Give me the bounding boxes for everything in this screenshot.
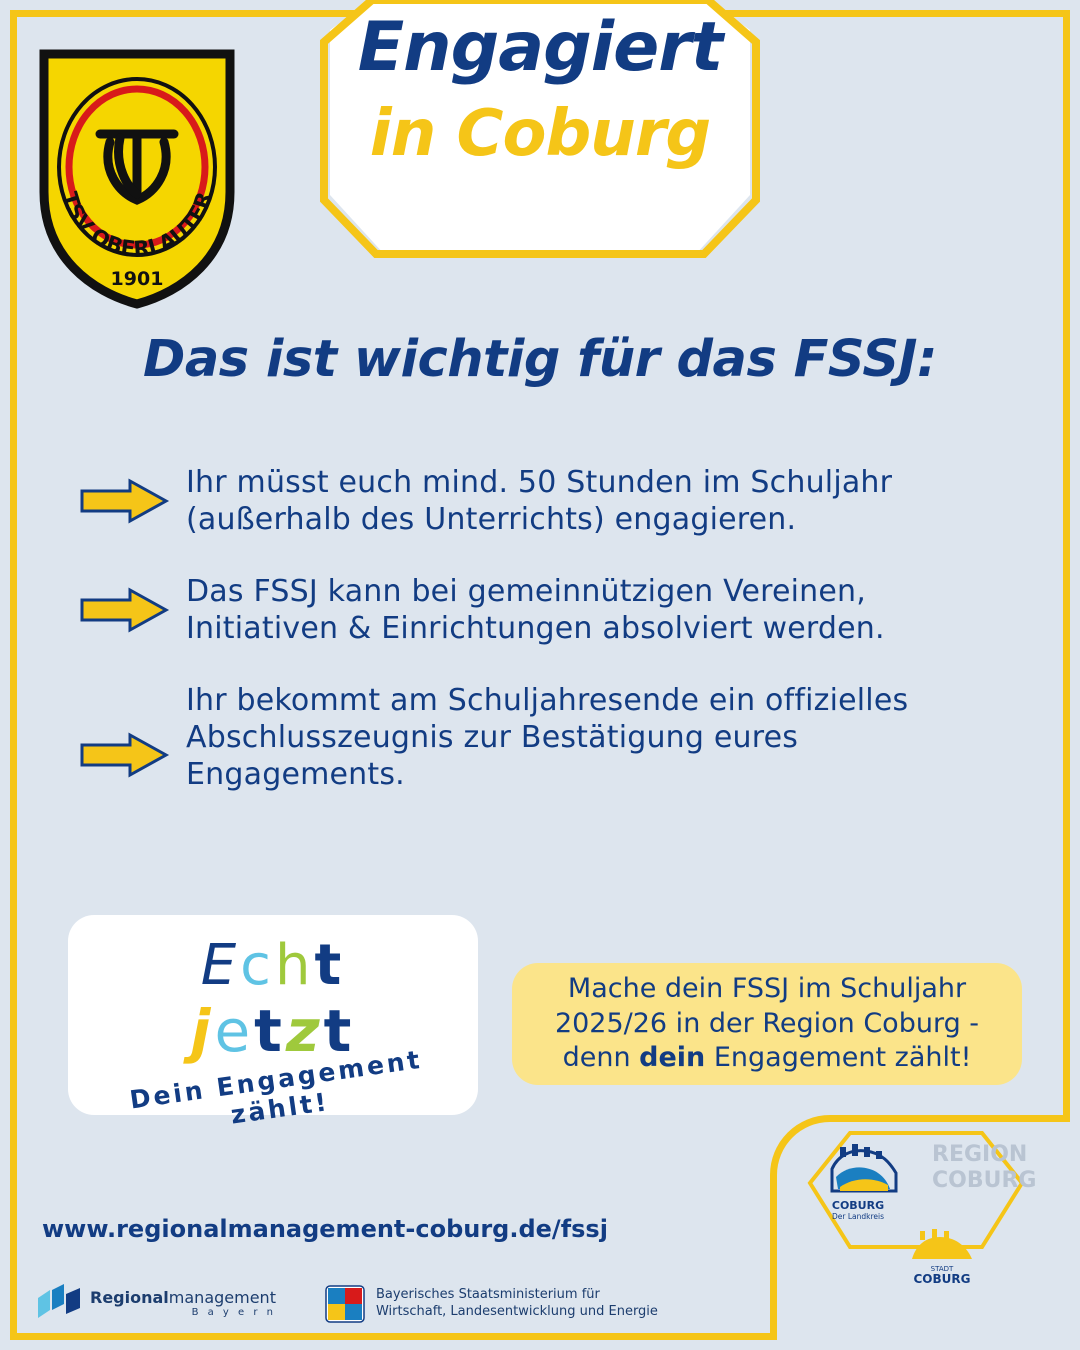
rmb-mark-icon [36, 1284, 82, 1324]
page-title: Das ist wichtig für das FSSJ: [143, 330, 937, 389]
list-item [78, 683, 1008, 793]
region-coburg-logo [792, 1125, 1042, 1310]
regionalmanagement-bayern-logo [36, 1284, 276, 1324]
rmb-wordmark [90, 1289, 276, 1319]
svg-text:COBURG: COBURG [932, 1168, 1037, 1193]
list-item-text: Ihr müsst euch mind. 50 Stunden im Schuljahr (außerhalb des Unterrichts) engagieren. [186, 465, 893, 537]
bayerisches-staatsministerium-logo [324, 1282, 658, 1326]
svg-text:REGION: REGION [932, 1142, 1028, 1167]
callout-box [512, 963, 1022, 1085]
callout-text [539, 972, 995, 1076]
rmb-sub: B a y e r n [191, 1307, 276, 1319]
bullet-list [78, 465, 1008, 829]
website-url[interactable]: www.regionalmanagement-coburg.de/fssj [42, 1215, 608, 1243]
callout-line1: Mache dein FSSJ im Schuljahr [567, 973, 967, 1005]
callout-line2: 2025/26 in der Region Coburg - [554, 1007, 980, 1039]
svg-text:TSV OBERLAUTER: TSV OBERLAUTER [57, 189, 217, 262]
echt-word: Echt [200, 933, 346, 998]
svg-text:COBURG: COBURG [831, 1199, 885, 1212]
header-title-line1: Engagiert [357, 8, 723, 87]
svg-text:COBURG: COBURG [913, 1272, 971, 1286]
header-title-line2: in Coburg [369, 97, 711, 171]
svg-text:STADT: STADT [930, 1265, 954, 1273]
tsv-oberlauter-logo [32, 42, 242, 312]
rmb-bold: Regional [90, 1288, 169, 1308]
footer-logos [36, 1282, 658, 1326]
list-item-text: Ihr bekommt am Schuljahresende ein offizielles Abschlusszeugnis zur Bestätigung eures Engagements. [186, 683, 909, 792]
arrow-right-icon [78, 465, 170, 530]
callout-line3-bold: dein [639, 1042, 706, 1074]
arrow-right-icon [78, 683, 170, 784]
callout-line3-pre: denn [562, 1042, 640, 1074]
svg-text:Der Landkreis: Der Landkreis [831, 1212, 885, 1221]
echt-jetzt-badge [68, 915, 478, 1130]
list-item-text: Das FSSJ kann bei gemeinnützigen Vereinen, Initiativen & Einrichtungen absolviert werden. [186, 574, 885, 646]
echt-jetzt-tagline: Dein Engagement zählt! [127, 1044, 425, 1130]
jetzt-word: jetzt [190, 997, 356, 1065]
callout-line3-post: Engagement zählt! [705, 1042, 972, 1074]
ministry-line1: Bayerisches Staatsministerium für [375, 1287, 600, 1303]
header-title [330, 0, 750, 250]
bavaria-coat-of-arms-icon [324, 1282, 366, 1326]
arrow-right-icon [78, 574, 170, 639]
ministry-wordmark [376, 1287, 658, 1321]
list-item [78, 574, 1008, 647]
ministry-line2: Wirtschaft, Landesentwicklung und Energie [375, 1304, 658, 1319]
rmb-light: management [168, 1288, 276, 1308]
list-item [78, 465, 1008, 538]
svg-text:1901: 1901 [110, 268, 164, 290]
